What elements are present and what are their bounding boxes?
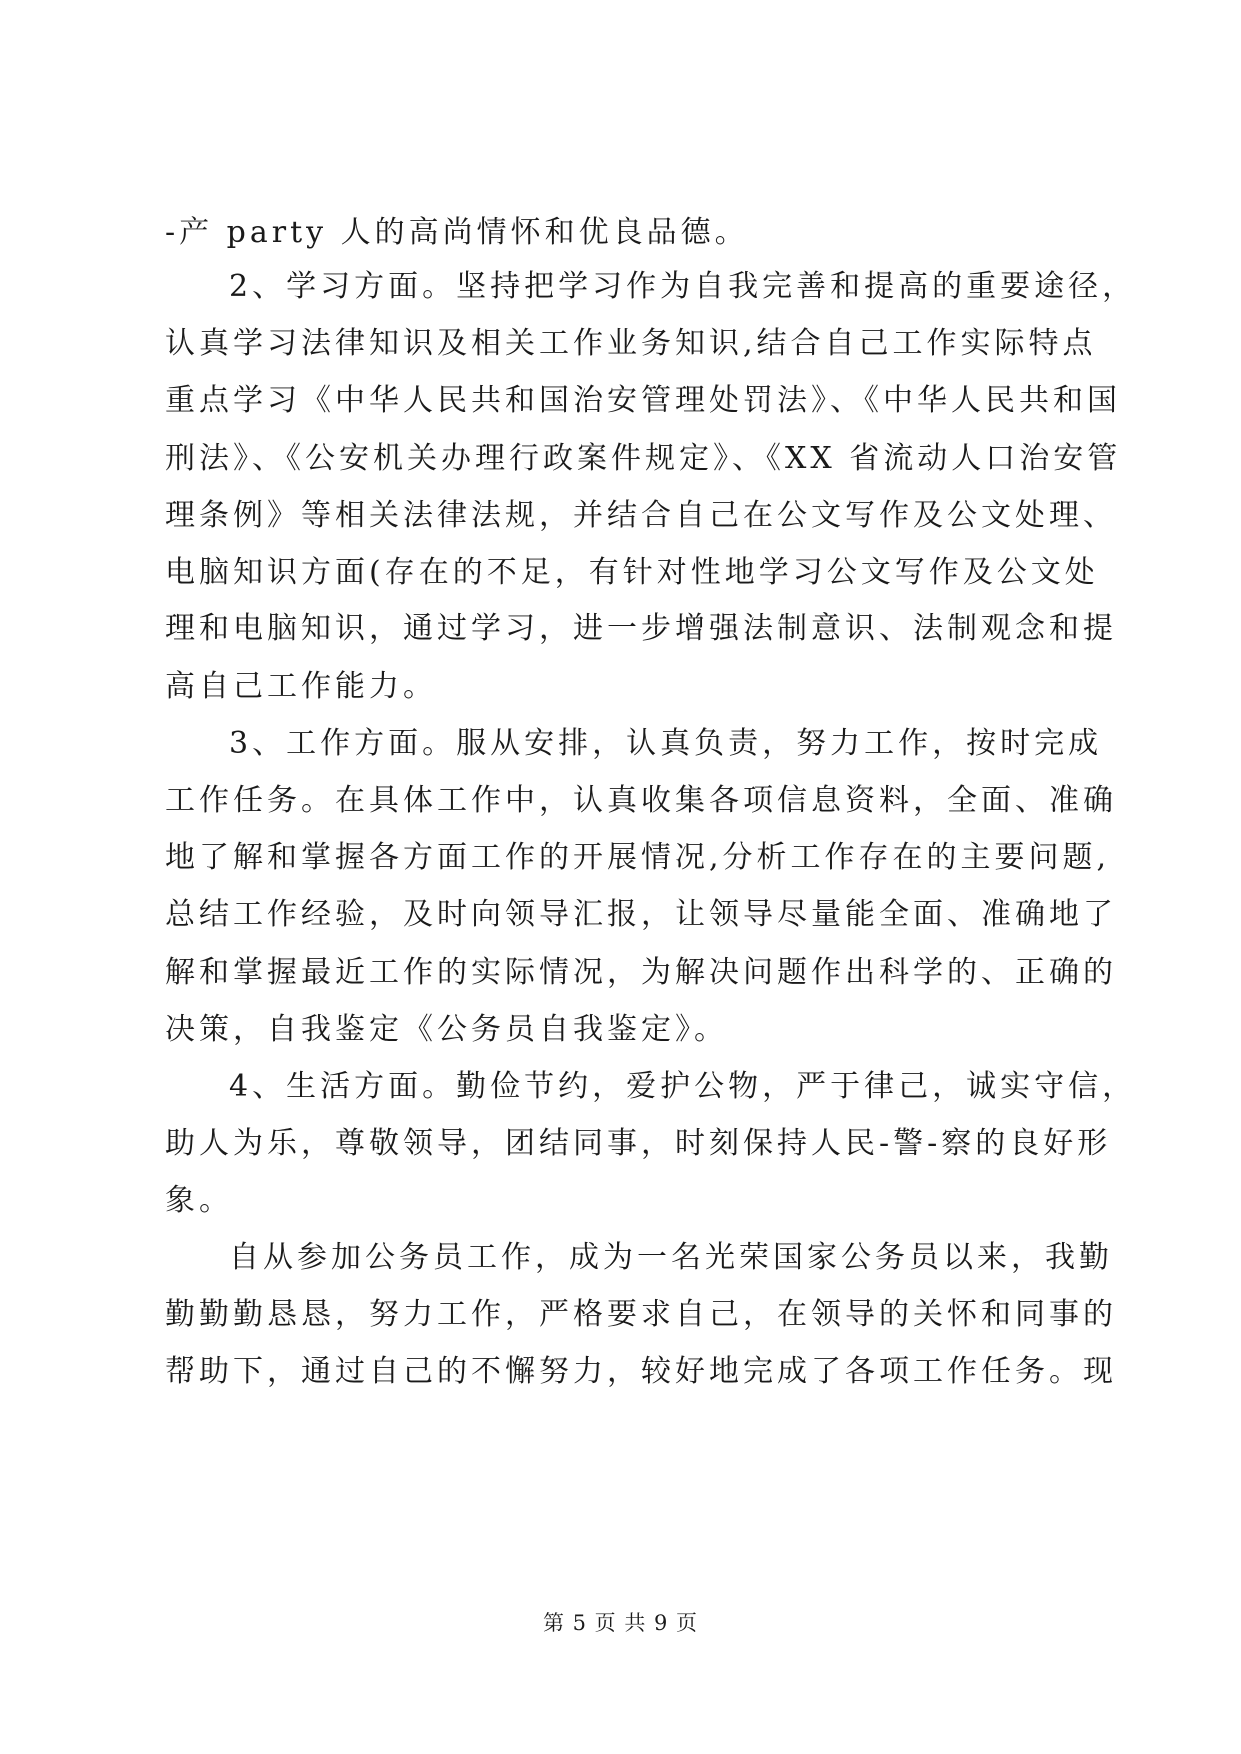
text-line: 高自己工作能力。	[165, 669, 437, 704]
page-number-footer: 第 5 页 共 9 页	[542, 1611, 699, 1635]
text-line: 象。	[165, 1183, 233, 1218]
text-line: 勤勤勤恳恳，努力工作，严格要求自己，在领导的关怀和同事的	[165, 1297, 1117, 1332]
paragraph-line-summary: 自从参加公务员工作，成为一名光荣国家公务员以来，我勤	[229, 1240, 1113, 1275]
text-line: 电脑知识方面(存在的不足，有针对性地学习公文写作及公文处	[165, 555, 1099, 590]
text-line: 工作任务。在具体工作中，认真收集各项信息资料，全面、准确	[165, 783, 1117, 818]
text-line: 理条例》等相关法律法规，并结合自己在公文写作及公文处理、	[165, 498, 1117, 533]
paragraph-line-4-life: 4、生活方面。勤俭节约，爱护公物，严于律己，诚实守信，	[229, 1069, 1137, 1104]
paragraph-line-3-work: 3、工作方面。服从安排，认真负责，努力工作，按时完成	[229, 726, 1103, 761]
text-line: 帮助下，通过自己的不懈努力，较好地完成了各项工作任务。现	[165, 1354, 1117, 1389]
text-line: 重点学习《中华人民共和国治安管理处罚法》、《中华人民共和国	[165, 383, 1121, 418]
text-line: 总结工作经验，及时向领导汇报，让领导尽量能全面、准确地了	[165, 897, 1117, 932]
text-line: 决策，自我鉴定《公务员自我鉴定》。	[165, 1012, 728, 1047]
text-line: 刑法》、《公安机关办理行政案件规定》、《XX 省流动人口治安管	[165, 441, 1122, 476]
text-line: 助人为乐，尊敬领导，团结同事，时刻保持人民-警-察的良好形	[165, 1126, 1112, 1161]
text-line: 认真学习法律知识及相关工作业务知识,结合自己工作实际特点	[165, 326, 1097, 361]
text-line: 解和掌握最近工作的实际情况，为解决问题作出科学的、正确的	[165, 955, 1117, 990]
text-line: -产 party 人的高尚情怀和优良品德。	[165, 215, 749, 250]
paragraph-line-2-study: 2、学习方面。坚持把学习作为自我完善和提高的重要途径，	[229, 269, 1137, 304]
text-line: 地了解和掌握各方面工作的开展情况,分析工作存在的主要问题,	[165, 840, 1111, 875]
text-line: 理和电脑知识，通过学习，进一步增强法制意识、法制观念和提	[165, 611, 1117, 646]
